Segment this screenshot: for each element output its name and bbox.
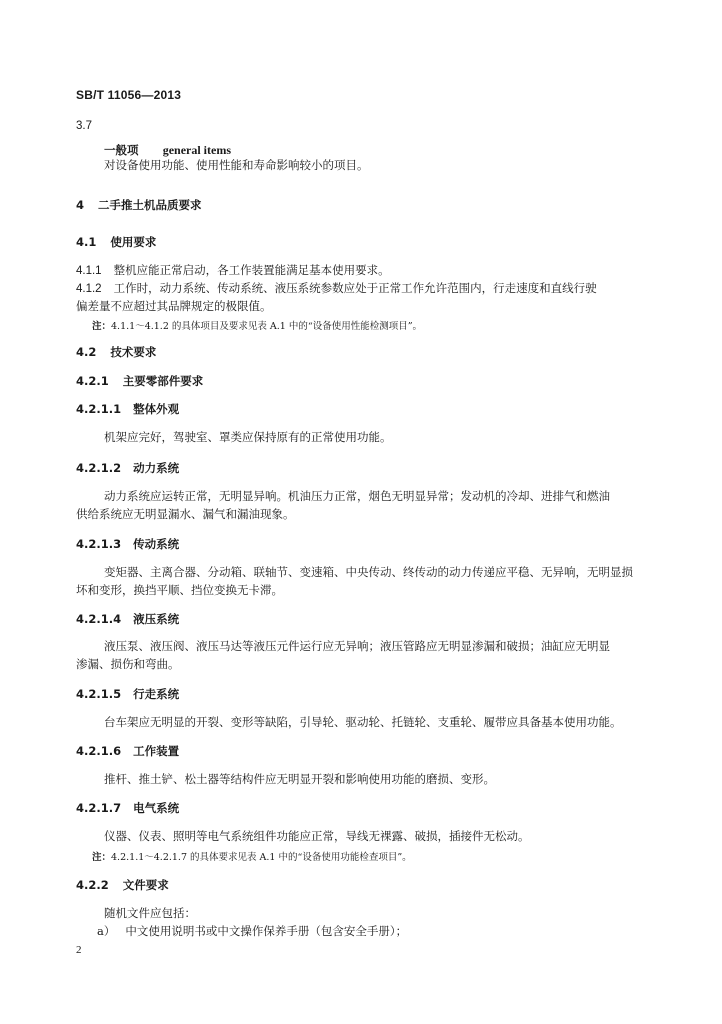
section-4-2-1-4-number: 4.2.1.4 (76, 612, 122, 626)
section-4-2-heading (76, 344, 156, 360)
section-4-2-1-4-line2: 渗漏、损伤和弯曲。 (76, 657, 180, 671)
section-4-1-heading (76, 234, 156, 250)
section-4-2-1-6-title: 工作装置 (133, 744, 180, 758)
term-english: general items (162, 143, 231, 157)
section-4-1-title: 使用要求 (110, 235, 157, 249)
section-4-2-1-6-number: 4.2.1.6 (76, 744, 122, 758)
clause-3-7-number: 3.7 (76, 120, 92, 132)
note-label: 注： (92, 321, 112, 332)
section-4-2-1-2-heading (76, 460, 179, 476)
clause-4-1-2 (76, 280, 597, 296)
list-item-a (97, 923, 407, 939)
section-4-2-1-3-line1: 变矩器、主离合器、分动箱、联轴节、变速箱、中央传动、终传动的动力传递应平稳、无异响，无明显损 (104, 565, 633, 579)
section-4-2-1-4-line1: 液压泵、液压阀、液压马达等液压元件运行应无异响；液压管路应无明显渗漏和破损；油缸应无明显 (104, 639, 610, 653)
page-number: 2 (76, 944, 82, 956)
section-4-2-1-2-number: 4.2.1.2 (76, 461, 122, 475)
section-4-2-1-2-title: 动力系统 (133, 461, 180, 475)
section-4-2-1-3-number: 4.2.1.3 (76, 537, 122, 551)
section-4-2-1-5-text: 台车架应无明显的开裂、变形等缺陷，引导轮、驱动轮、托链轮、支重轮、履带应具备基本使用功能。 (104, 715, 622, 729)
section-4-2-1-4-title: 液压系统 (133, 612, 180, 626)
section-4-2-2-title: 文件要求 (122, 878, 169, 892)
section-4-2-1-7-number: 4.2.1.7 (76, 801, 122, 815)
section-4-2-1-number: 4.2.1 (76, 374, 109, 388)
clause-4-1-1-text: 整机应能正常启动，各工作装置能满足基本使用要求。 (113, 263, 390, 277)
section-4-2-1-2-line2: 供给系统应无明显漏水、漏气和漏油现象。 (76, 507, 295, 521)
list-item-a-text: 中文使用说明书或中文操作保养手册（包含安全手册）； (125, 924, 408, 938)
term-chinese: 一般项 (104, 143, 139, 157)
section-4-2-1-6-text: 推杆、推土铲、松土器等结构件应无明显开裂和影响使用功能的磨损、变形。 (104, 772, 495, 786)
clause-4-1-1-number: 4.1.1 (76, 265, 102, 277)
note-4-2-1 (92, 849, 412, 863)
section-4-2-2-intro: 随机文件应包括： (104, 906, 196, 920)
section-4-2-title: 技术要求 (110, 345, 157, 359)
section-4-2-1-4-heading (76, 611, 179, 627)
section-4-2-1-3-heading (76, 536, 179, 552)
note-text: 4.2.1.1～4.2.1.7 的具体要求见表 A.1 中的“设备使用功能检查项目”。 (111, 852, 412, 863)
section-4-2-2-number: 4.2.2 (76, 878, 109, 892)
section-4-heading (76, 197, 202, 213)
note-4-1 (92, 318, 422, 332)
document-id-header: SB/T 11056—2013 (76, 88, 182, 102)
section-4-2-1-7-text: 仪器、仪表、照明等电气系统组件功能应正常，导线无裸露、破损，插接件无松动。 (104, 829, 530, 843)
section-4-2-1-1-number: 4.2.1.1 (76, 402, 122, 416)
clause-4-1-2-line2: 偏差量不应超过其品牌规定的极限值。 (76, 299, 272, 313)
section-4-1-number: 4.1 (76, 235, 97, 249)
section-4-2-1-3-line2: 坏和变形，换挡平顺、挡位变换无卡滞。 (76, 583, 283, 597)
section-4-2-1-5-heading (76, 686, 179, 702)
section-4-2-1-1-text: 机架应完好，驾驶室、罩类应保持原有的正常使用功能。 (104, 430, 392, 444)
clause-4-1-1 (76, 262, 390, 278)
section-4-2-1-5-number: 4.2.1.5 (76, 687, 122, 701)
section-4-title: 二手推土机品质要求 (98, 198, 202, 212)
section-4-2-1-6-heading (76, 743, 179, 759)
clause-4-1-2-number: 4.1.2 (76, 283, 102, 295)
note-label: 注： (92, 852, 112, 863)
section-4-2-2-heading (76, 877, 169, 893)
section-4-2-1-heading (76, 373, 203, 389)
section-4-2-1-7-heading (76, 800, 179, 816)
clause-4-1-2-line1: 工作时，动力系统、传动系统、液压系统参数应处于正常工作允许范围内，行走速度和直线行驶 (113, 281, 597, 295)
section-4-2-1-title: 主要零部件要求 (122, 374, 204, 388)
section-4-2-number: 4.2 (76, 345, 97, 359)
section-4-2-1-2-line1: 动力系统应运转正常，无明显异响。机油压力正常，烟色无明显异常；发动机的冷却、进排气和燃油 (104, 489, 610, 503)
section-4-2-1-5-title: 行走系统 (133, 687, 180, 701)
list-item-a-label: a） (97, 924, 116, 938)
section-4-2-1-1-heading (76, 401, 179, 417)
section-4-2-1-3-title: 传动系统 (133, 537, 180, 551)
section-4-2-1-7-title: 电气系统 (133, 801, 180, 815)
section-4-number: 4 (76, 198, 85, 212)
term-general-items (104, 139, 231, 158)
note-text: 4.1.1～4.1.2 的具体项目及要求见表 A.1 中的“设备使用性能检测项目”。 (111, 321, 423, 332)
term-definition: 对设备使用功能、使用性能和寿命影响较小的项目。 (104, 158, 369, 172)
section-4-2-1-1-title: 整体外观 (133, 402, 180, 416)
